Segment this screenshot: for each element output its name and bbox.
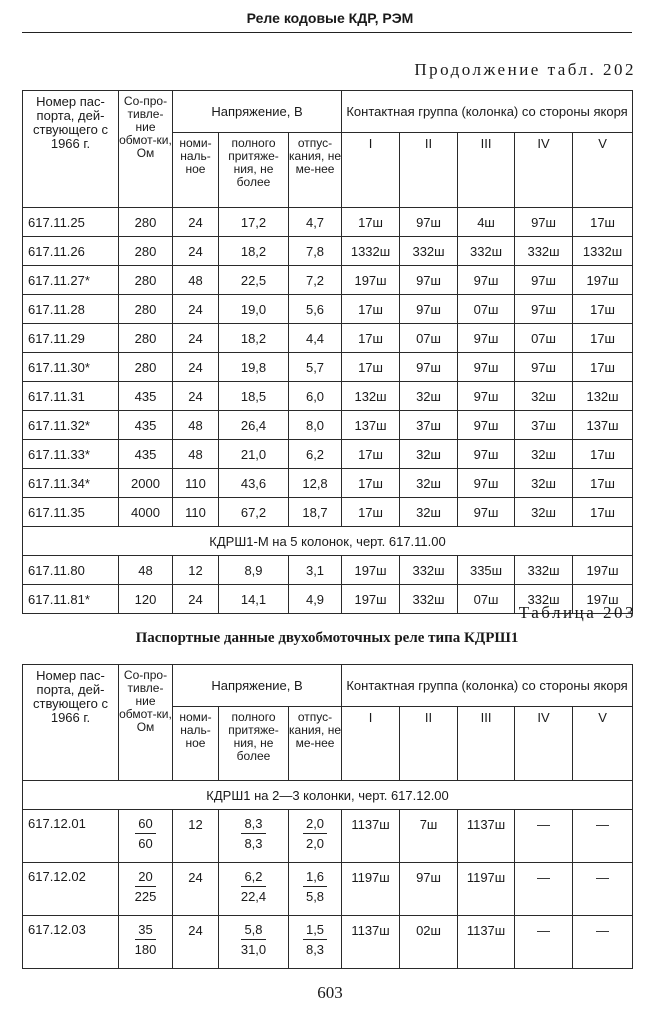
cell-pull-in: 22,5 [219,266,289,295]
col-header-resistance: Со-про-тивле-ние обмот-ки, Ом [119,91,173,208]
cell-c3: 97ш [458,324,515,353]
cell-resistance: 280 [119,295,173,324]
cell-c4: 332ш [515,237,573,266]
cell-passport: 617.12.03 [23,916,119,969]
cell-c4: 32ш [515,440,573,469]
cell-passport: 617.11.26 [23,237,119,266]
cell-nominal: 24 [173,585,219,614]
continuation-label: Продолжение табл. 202 [414,60,636,79]
col-header-III: III [458,707,515,781]
cell-c2: 02ш [400,916,458,969]
col-header-pull-in: полного притяже-ния, не более [219,133,289,208]
cell-release-bottom: 2,0 [305,836,325,851]
cell-resistance [119,863,173,916]
cell-c3: 97ш [458,498,515,527]
page-number: 603 [317,983,343,1002]
cell-c4: 32ш [515,469,573,498]
cell-passport: 617.11.81* [23,585,119,614]
cell-resistance-top: 20 [135,869,157,887]
cell-c5: 17ш [573,295,633,324]
cell-c5: 1332ш [573,237,633,266]
cell-c2: 7ш [400,810,458,863]
cell-c1: 197ш [342,266,400,295]
cell-pull-in-bottom: 22,4 [240,889,267,904]
cell-release: 5,7 [289,353,342,382]
cell-passport: 617.11.32* [23,411,119,440]
cell-nominal: 24 [173,208,219,237]
cell-release-top: 2,0 [303,816,327,834]
cell-c3: 335ш [458,556,515,585]
cell-release: 6,2 [289,440,342,469]
cell-c3: 332ш [458,237,515,266]
cell-release: 6,0 [289,382,342,411]
cell-pull-in-fraction [241,816,265,851]
cell-c2: 37ш [400,411,458,440]
cell-c2: 32ш [400,382,458,411]
table-row [23,469,633,498]
cell-pull-in-bottom: 31,0 [240,942,267,957]
cell-nominal: 24 [173,295,219,324]
cell-pull-in: 18,2 [219,237,289,266]
cell-pull-in [219,810,289,863]
cell-passport: 617.11.28 [23,295,119,324]
cell-pull-in: 19,8 [219,353,289,382]
cell-passport: 617.11.25 [23,208,119,237]
cell-release: 3,1 [289,556,342,585]
cell-c3: 1197ш [458,863,515,916]
cell-release-top: 1,6 [303,869,327,887]
cell-pull-in: 18,5 [219,382,289,411]
cell-resistance: 2000 [119,469,173,498]
cell-resistance: 280 [119,237,173,266]
col-header-III: III [458,133,515,208]
cell-passport: 617.11.31 [23,382,119,411]
cell-passport: 617.11.35 [23,498,119,527]
cell-c4: 97ш [515,295,573,324]
cell-c5: 17ш [573,498,633,527]
cell-c2: 32ш [400,498,458,527]
cell-c3: 1137ш [458,810,515,863]
cell-resistance: 435 [119,440,173,469]
cell-c5: — [573,810,633,863]
table-row [23,208,633,237]
table-row [23,810,633,863]
cell-release: 18,7 [289,498,342,527]
cell-release-top: 1,5 [303,922,327,940]
section-label: КДРШ1-М на 5 колонок, черт. 617.11.00 [23,527,633,556]
cell-pull-in: 14,1 [219,585,289,614]
cell-c5: 17ш [573,353,633,382]
cell-c5: — [573,916,633,969]
cell-release: 12,8 [289,469,342,498]
cell-c2: 332ш [400,556,458,585]
col-header-I: I [342,707,400,781]
cell-nominal: 48 [173,440,219,469]
cell-c2: 97ш [400,353,458,382]
table-row [23,353,633,382]
cell-release [289,863,342,916]
cell-release: 7,8 [289,237,342,266]
cell-c4: 07ш [515,324,573,353]
col-header-resistance: Со-про-тивле-ние обмот-ки, Ом [119,665,173,781]
table-203 [22,664,633,969]
cell-c2: 97ш [400,863,458,916]
cell-nominal: 24 [173,863,219,916]
cell-c5: 197ш [573,266,633,295]
cell-pull-in [219,916,289,969]
cell-resistance: 48 [119,556,173,585]
cell-resistance: 435 [119,382,173,411]
cell-c5: 132ш [573,382,633,411]
cell-c2: 32ш [400,440,458,469]
cell-release: 5,6 [289,295,342,324]
cell-release: 4,7 [289,208,342,237]
section-row [23,527,633,556]
cell-pull-in: 43,6 [219,469,289,498]
cell-c1: 132ш [342,382,400,411]
cell-c5: 197ш [573,585,633,614]
cell-pull-in-fraction [241,869,266,904]
table-row [23,382,633,411]
cell-release-fraction [303,816,327,851]
cell-c1: 1197ш [342,863,400,916]
cell-c4: — [515,863,573,916]
cell-nominal: 24 [173,382,219,411]
cell-resistance-bottom: 180 [134,942,157,957]
cell-passport: 617.12.02 [23,863,119,916]
cell-passport: 617.11.34* [23,469,119,498]
running-header: Реле кодовые КДР, РЭМ [246,10,414,26]
cell-passport: 617.12.01 [23,810,119,863]
cell-c1: 17ш [342,208,400,237]
cell-passport: 617.11.80 [23,556,119,585]
cell-c1: 197ш [342,556,400,585]
cell-c5: 17ш [573,469,633,498]
cell-c3: 97ш [458,440,515,469]
cell-c5: 17ш [573,440,633,469]
cell-release [289,810,342,863]
cell-pull-in: 19,0 [219,295,289,324]
section-row [23,781,633,810]
cell-c1: 17ш [342,295,400,324]
cell-pull-in: 67,2 [219,498,289,527]
cell-c3: 97ш [458,411,515,440]
col-header-voltage: Напряжение, В [173,665,342,707]
section-label: КДРШ1 на 2—3 колонки, черт. 617.12.00 [23,781,633,810]
cell-resistance-fraction [135,922,157,957]
cell-pull-in-top: 8,3 [241,816,265,834]
cell-c3: 07ш [458,295,515,324]
cell-resistance: 4000 [119,498,173,527]
cell-passport: 617.11.30* [23,353,119,382]
cell-passport: 617.11.27* [23,266,119,295]
cell-nominal: 110 [173,469,219,498]
cell-c4: — [515,810,573,863]
cell-nominal: 12 [173,810,219,863]
cell-release-bottom: 5,8 [305,889,325,904]
cell-pull-in: 8,9 [219,556,289,585]
cell-c2: 97ш [400,295,458,324]
cell-pull-in: 21,0 [219,440,289,469]
cell-nominal: 110 [173,498,219,527]
table-row [23,498,633,527]
col-header-II: II [400,133,458,208]
cell-release: 8,0 [289,411,342,440]
col-header-V: V [573,133,633,208]
cell-c4: — [515,916,573,969]
cell-resistance: 280 [119,208,173,237]
col-header-V: V [573,707,633,781]
cell-c5: 197ш [573,556,633,585]
col-header-passport: Номер пас-порта, дей-ствующего с 1966 г. [23,91,119,208]
cell-release: 4,9 [289,585,342,614]
table-row [23,440,633,469]
cell-nominal: 48 [173,411,219,440]
cell-c4: 97ш [515,208,573,237]
table-title: Паспортные данные двухобмоточных реле типа КДРШ1 [135,630,519,646]
cell-c2: 32ш [400,469,458,498]
cell-c4: 32ш [515,382,573,411]
cell-nominal: 24 [173,353,219,382]
cell-c4: 37ш [515,411,573,440]
col-header-passport: Номер пас-порта, дей-ствующего с 1966 г. [23,665,119,781]
cell-c3: 97ш [458,382,515,411]
cell-c2: 332ш [400,237,458,266]
cell-resistance-fraction [135,816,155,851]
cell-c4: 332ш [515,556,573,585]
cell-c1: 17ш [342,469,400,498]
cell-c2: 97ш [400,208,458,237]
cell-c4: 32ш [515,498,573,527]
cell-nominal: 24 [173,237,219,266]
cell-pull-in: 26,4 [219,411,289,440]
col-header-voltage: Напряжение, В [173,91,342,133]
cell-c1: 17ш [342,440,400,469]
cell-resistance [119,810,173,863]
cell-passport: 617.11.33* [23,440,119,469]
cell-release-fraction [303,869,327,904]
cell-release: 4,4 [289,324,342,353]
cell-c5: 137ш [573,411,633,440]
cell-resistance: 120 [119,585,173,614]
table-row [23,556,633,585]
table-row [23,324,633,353]
table-202-continued [22,90,633,614]
cell-c4: 97ш [515,353,573,382]
table-number: Таблица 203 [518,603,636,622]
col-header-nominal: номи-наль-ное [173,707,219,781]
cell-c5: 17ш [573,208,633,237]
cell-resistance-top: 35 [135,922,157,940]
cell-c4: 97ш [515,266,573,295]
cell-resistance [119,916,173,969]
col-header-II: II [400,707,458,781]
cell-release: 7,2 [289,266,342,295]
cell-pull-in: 18,2 [219,324,289,353]
cell-passport: 617.11.29 [23,324,119,353]
cell-pull-in-fraction [241,922,266,957]
cell-c3: 97ш [458,353,515,382]
cell-nominal: 48 [173,266,219,295]
col-header-I: I [342,133,400,208]
cell-c2: 07ш [400,324,458,353]
cell-release-bottom: 8,3 [305,942,325,957]
cell-c1: 197ш [342,585,400,614]
table-row [23,411,633,440]
cell-c1: 1332ш [342,237,400,266]
cell-resistance-bottom: 60 [138,836,153,851]
cell-pull-in-bottom: 8,3 [244,836,263,851]
table-row [23,266,633,295]
col-header-contact-group: Контактная группа (колонка) со стороны якоря [342,91,633,133]
cell-resistance: 280 [119,266,173,295]
cell-c1: 1137ш [342,916,400,969]
cell-pull-in-top: 5,8 [241,922,266,940]
col-header-nominal: номи-наль-ное [173,133,219,208]
cell-c1: 17ш [342,353,400,382]
col-header-release: отпус-кания, не ме-нее [289,707,342,781]
cell-nominal: 24 [173,916,219,969]
cell-nominal: 12 [173,556,219,585]
cell-resistance: 280 [119,353,173,382]
cell-c3: 1137ш [458,916,515,969]
cell-resistance: 280 [119,324,173,353]
cell-c2: 97ш [400,266,458,295]
cell-c1: 17ш [342,324,400,353]
table-row [23,237,633,266]
col-header-pull-in: полного притяже-ния, не более [219,707,289,781]
cell-c3: 97ш [458,266,515,295]
cell-resistance: 435 [119,411,173,440]
cell-pull-in: 17,2 [219,208,289,237]
cell-c3: 97ш [458,469,515,498]
col-header-release: отпус-кания, не ме-нее [289,133,342,208]
cell-nominal: 24 [173,324,219,353]
cell-release-fraction [303,922,327,957]
col-header-contact-group: Контактная группа (колонка) со стороны якоря [342,665,633,707]
cell-resistance-fraction [135,869,157,904]
cell-resistance-bottom: 225 [134,889,157,904]
cell-c3: 07ш [458,585,515,614]
col-header-IV: IV [515,133,573,208]
header-rule [22,32,632,33]
cell-pull-in [219,863,289,916]
cell-pull-in-top: 6,2 [241,869,266,887]
cell-resistance-top: 60 [135,816,155,834]
cell-c5: — [573,863,633,916]
table-row [23,863,633,916]
table-row [23,295,633,324]
cell-c2: 332ш [400,585,458,614]
cell-c3: 4ш [458,208,515,237]
col-header-IV: IV [515,707,573,781]
cell-c5: 17ш [573,324,633,353]
table-row [23,916,633,969]
cell-c1: 17ш [342,498,400,527]
cell-c1: 1137ш [342,810,400,863]
cell-c4: 332ш [515,585,573,614]
cell-release [289,916,342,969]
cell-c1: 137ш [342,411,400,440]
